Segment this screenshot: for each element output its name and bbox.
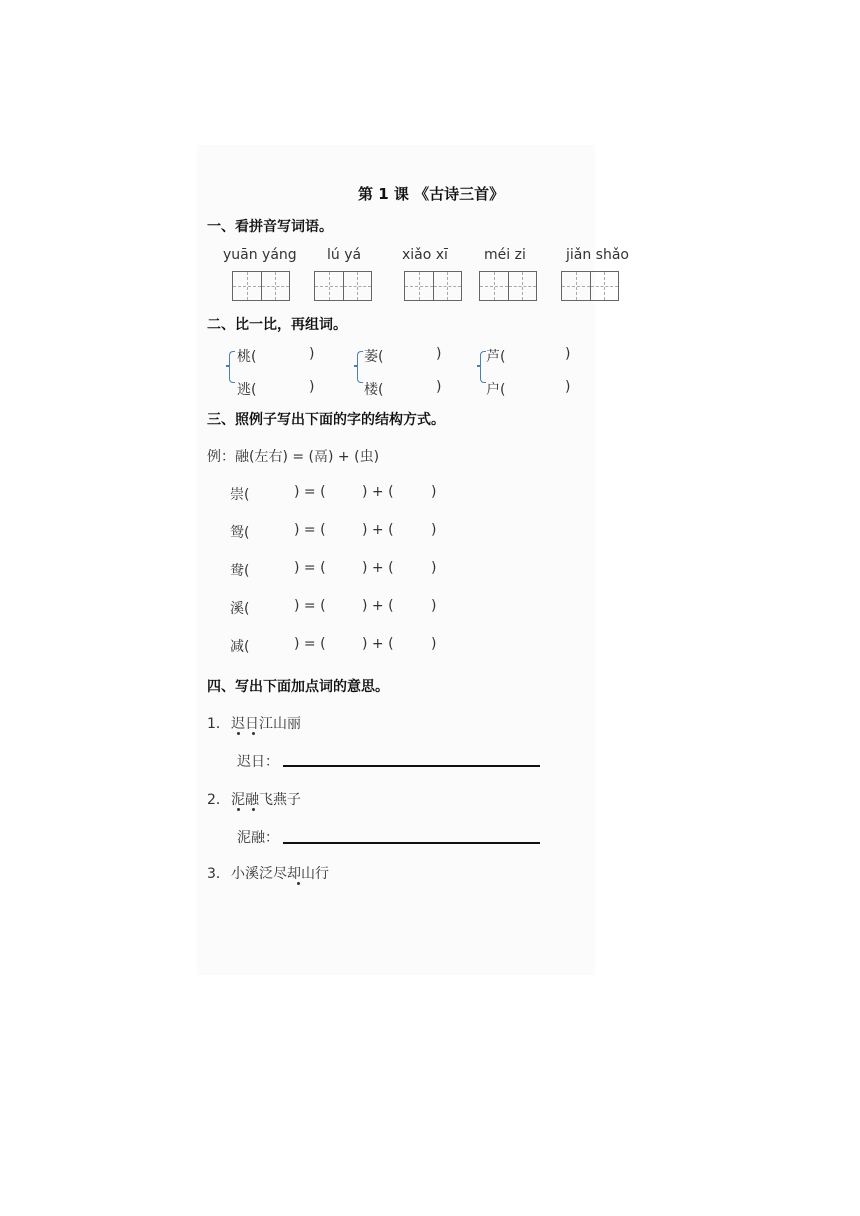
struct-row-4-eq: ) = ( (294, 598, 326, 614)
emphasis-dot (237, 808, 240, 811)
struct-row-3-char: 鸯( (230, 563, 250, 579)
struct-row-4-plus: ) + ( (362, 598, 394, 614)
writing-grid-5[interactable] (561, 271, 619, 301)
pair-1-bottom: 逃( (237, 382, 257, 398)
pinyin-1: yuān yáng (223, 247, 297, 263)
emphasis-dot (252, 808, 255, 811)
struct-row-2-char: 鸳( (230, 525, 250, 541)
pair-3-bottom: 户( (486, 382, 506, 398)
emphasis-dot (237, 732, 240, 735)
struct-row-2-close: ) (431, 522, 437, 538)
struct-row-3-close: ) (431, 560, 437, 576)
struct-row-5-plus: ) + ( (362, 636, 394, 652)
section-3-heading: 三、照例子写出下面的字的结构方式。 (207, 412, 445, 428)
pair-2-top: 萎( (364, 349, 384, 365)
section-2-heading: 二、比一比，再组词。 (207, 317, 347, 333)
struct-row-1-close: ) (431, 484, 437, 500)
struct-row-2-eq: ) = ( (294, 522, 326, 538)
page-title: 第 1 课 《古诗三首》 (358, 185, 505, 203)
pair-2-top-close: ) (436, 346, 442, 362)
item-2-poem-line: 泥融飞燕子 (231, 792, 301, 808)
writing-grid-3[interactable] (404, 271, 462, 301)
item-2-label: 泥融： (237, 830, 279, 846)
section-1-heading: 一、看拼音写词语。 (207, 219, 333, 235)
example-line: 例：融(左右) = (鬲) + (虫) (207, 449, 380, 465)
item-1-poem-line: 迟日江山丽 (231, 716, 301, 732)
item-2-number: 2． (207, 792, 230, 808)
item-1-label: 迟日： (237, 754, 279, 770)
pair-2-bottom-close: ) (436, 379, 442, 395)
pinyin-5: jiǎn shǎo (566, 247, 629, 263)
struct-row-2-plus: ) + ( (362, 522, 394, 538)
struct-row-4-char: 溪( (230, 601, 250, 617)
struct-row-4-close: ) (431, 598, 437, 614)
pair-1-top-close: ) (309, 346, 315, 362)
writing-grid-4[interactable] (479, 271, 537, 301)
pair-1-top: 桃( (237, 349, 257, 365)
brace-2 (357, 351, 363, 383)
struct-row-1-eq: ) = ( (294, 484, 326, 500)
emphasis-dot (297, 882, 300, 885)
pinyin-2: lú yá (327, 247, 362, 263)
item-1-answer-line[interactable] (283, 765, 540, 767)
struct-row-5-close: ) (431, 636, 437, 652)
item-3-poem-line: 小溪泛尽却山行 (231, 866, 329, 882)
struct-row-5-eq: ) = ( (294, 636, 326, 652)
section-4-heading: 四、写出下面加点词的意思。 (207, 679, 389, 695)
pinyin-4: méi zi (484, 247, 526, 263)
struct-row-5-char: 减( (230, 639, 250, 655)
pair-2-bottom: 楼( (364, 382, 384, 398)
emphasis-dot (252, 732, 255, 735)
pair-3-top: 芦( (486, 349, 506, 365)
item-2-answer-line[interactable] (283, 842, 540, 844)
struct-row-1-plus: ) + ( (362, 484, 394, 500)
writing-grid-2[interactable] (314, 271, 372, 301)
struct-row-1-char: 崇( (230, 487, 250, 503)
brace-1 (229, 351, 235, 383)
pair-3-bottom-close: ) (565, 379, 571, 395)
writing-grid-1[interactable] (232, 271, 290, 301)
struct-row-3-eq: ) = ( (294, 560, 326, 576)
pinyin-3: xiǎo xī (402, 247, 448, 263)
pair-1-bottom-close: ) (309, 379, 315, 395)
pair-3-top-close: ) (565, 346, 571, 362)
item-3-number: 3． (207, 866, 230, 882)
worksheet-page (197, 145, 595, 975)
struct-row-3-plus: ) + ( (362, 560, 394, 576)
item-1-number: 1． (207, 716, 230, 732)
